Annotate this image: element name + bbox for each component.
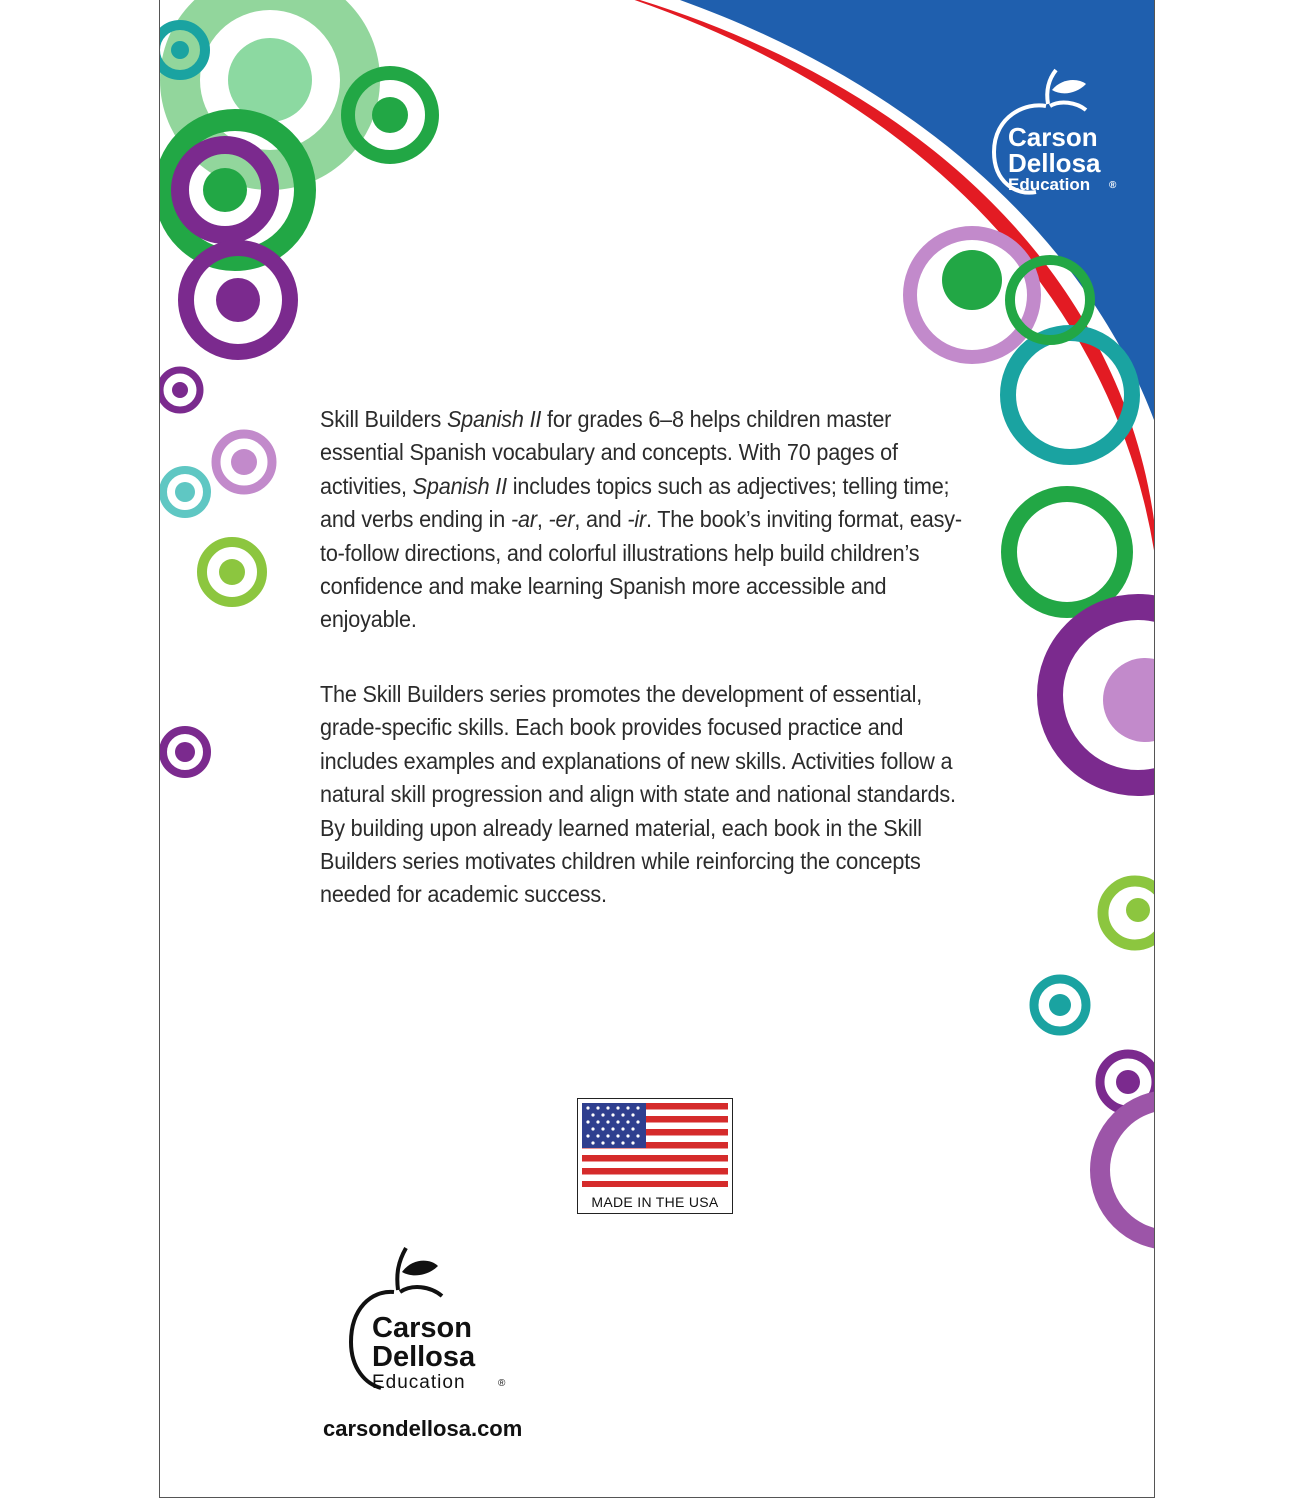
italic-run: -ar [510,506,537,533]
publisher-logo-top [986,64,1136,204]
made-in-usa-caption: MADE IN THE USA [591,1194,719,1210]
description-paragraph-2: The Skill Builders series promotes the development of essential, grade-specific skills. Each book provides focused practice and includes examples and explanations of new skills. Activities follow a natural skill progression and align with state and national standards. By building upon already learned material, each book in the Skill Builders series motivates children while reinforcing the concepts needed for academic success. [320,681,956,908]
text-run: for grades 6–8 helps children master essential Spanish vocabulary and concepts. With 70 pages of activities, [320,406,898,499]
text-run: , [536,506,549,533]
logo-word-education: Education [1008,175,1091,194]
logo-word-carson: Carson [372,1312,472,1344]
text-run: Skill Builders [320,406,447,432]
italic-run: -er [548,506,575,533]
italic-run: -ir [627,506,646,533]
italic-run: Spanish II [446,406,542,432]
text-run: includes topics such as adjectives; telling time; and verbs ending in [320,472,950,533]
italic-run: Spanish II [412,472,507,499]
text-run: , and [574,506,628,533]
made-in-usa-badge [577,1098,733,1214]
logo-word-dellosa: Dellosa [1008,148,1101,178]
logo-word-education: Education [372,1372,466,1393]
description-paragraph-1 [320,403,978,637]
logo-word-dellosa: Dellosa [372,1341,476,1373]
registered-mark: ® [1109,180,1117,191]
registered-mark: ® [498,1378,506,1389]
text-run: . The book’s inviting format, easy-to-follow directions, and colorful illustrations help build children’s confidence and make learning Spanish more accessible and enjoyable. [320,506,962,633]
publisher-logo-bottom [346,1244,516,1394]
logo-word-carson: Carson [1008,122,1098,152]
publisher-website: carsondellosa.com [323,1416,523,1441]
back-cover [159,0,1155,1498]
us-flag-icon [582,1103,728,1187]
